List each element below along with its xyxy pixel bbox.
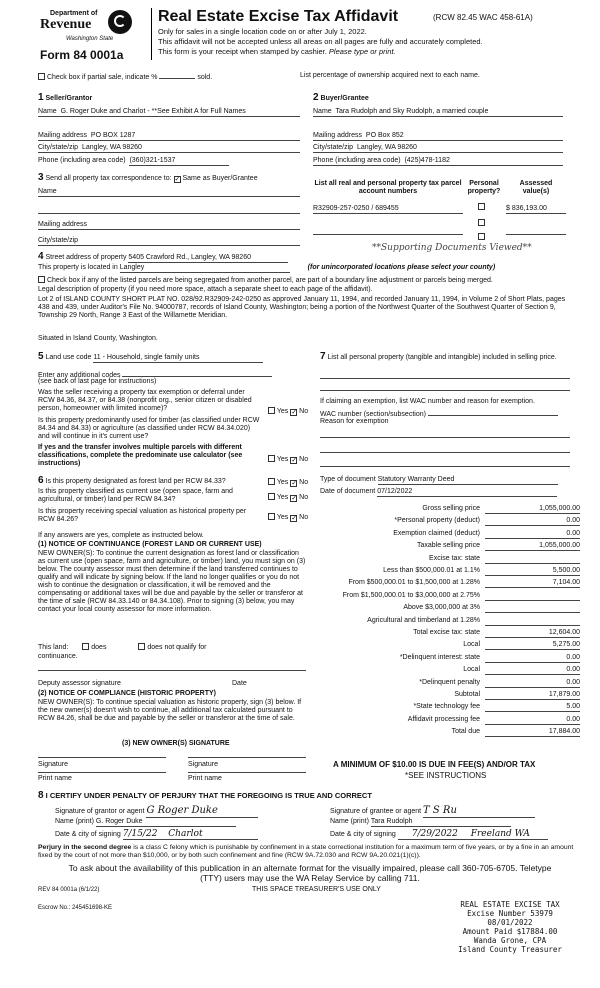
personal-property-line-2[interactable]	[320, 390, 570, 391]
grantor-name-row: Name (print) G. Roger Duke	[55, 818, 295, 827]
grantor-date-row: Date & city of signing 7/15/22 Charlot	[55, 829, 295, 840]
located-row: This property is located in Langley (for unincorporated locations please select your county)	[38, 264, 578, 273]
reason-label: Reason for exemption	[320, 418, 389, 425]
calc-row	[323, 567, 580, 578]
same-as-buyer-checkbox[interactable]	[174, 176, 181, 183]
partial-sale-percent-field[interactable]	[159, 71, 195, 79]
calc-value[interactable]	[485, 617, 580, 626]
tax-corr-name-field[interactable]: Name	[38, 188, 300, 197]
calc-value[interactable]: 12,604.00	[485, 629, 580, 638]
timber-yes-checkbox[interactable]	[268, 455, 275, 462]
calc-value[interactable]: 5.00	[485, 703, 580, 712]
buyer-name-value: Tara Rudolph and Sky Rudolph, a married couple	[335, 108, 489, 115]
calc-row	[323, 517, 580, 528]
wac-field[interactable]	[428, 408, 558, 416]
timber-no-checkbox[interactable]	[290, 457, 297, 464]
calc-value[interactable]: 5,500.00	[485, 567, 580, 576]
calc-row	[323, 555, 580, 566]
calc-label: From $1,500,000.01 to $3,000,000 at 2.75%	[342, 591, 480, 599]
treasurer-stamp: REAL ESTATE EXCISE TAX Excise Number 53979 08/01/2022 Amount Paid $17884.00 Wanda Grone, CPA Island County Treasurer	[458, 900, 562, 954]
alternate-format-notice: To ask about the availability of this publication in an alternate format for the visually impaired, please call 360-705-6705. Teletype (TTY) users may use the WA Relay Service by calling 711.	[68, 863, 552, 883]
calc-value[interactable]	[485, 555, 580, 564]
segregated-row: Check box if any of the listed parcels are being segregated from another parcel, are part of a boundary line adjustment or parcels being merged.	[38, 276, 578, 285]
grantor-date-city[interactable]	[123, 829, 258, 840]
land-use-code[interactable]: 11 - Household, single family units	[93, 354, 263, 363]
seller-city-field[interactable]: City/state/zip Langley, WA 98260	[38, 144, 300, 153]
parcel-header: List all real and personal property tax parcel account numbers	[314, 180, 462, 196]
grantor-signature[interactable]: G Roger Duke	[146, 805, 258, 818]
new-owner-print-label-2: Print name	[188, 775, 222, 782]
form-rcw: (RCW 82.45 WAC 458-61A)	[433, 13, 533, 22]
calc-row	[323, 716, 580, 727]
buyer-name-field[interactable]: Name Tara Rudolph and Sky Rudolph, a married couple	[313, 108, 563, 117]
calc-label: Total excise tax: state	[413, 629, 480, 636]
deputy-date-label: Date	[232, 680, 247, 687]
forest-question: 6 Is this property designated as forest land per RCW 84.33?	[38, 475, 226, 486]
additional-codes-note: (see back of last page for instructions)	[38, 378, 157, 385]
calc-row	[323, 691, 580, 702]
see-instructions: *SEE INSTRUCTIONS	[405, 771, 487, 780]
assessed-value-1[interactable]: $ 836,193.00	[506, 205, 566, 214]
calc-label: Total due	[451, 728, 480, 736]
form-number: Form 84 0001a	[40, 48, 124, 62]
located-note: (for unincorporated locations please select your county)	[307, 264, 496, 271]
seller-name-field[interactable]: Name G. Roger Duke and Charlot - **See Exhibit A for Full Names	[38, 108, 300, 117]
calc-row	[323, 505, 580, 516]
assessed-header: Assessed value(s)	[519, 180, 553, 196]
partial-sale-sold: sold.	[197, 74, 213, 81]
personal-property-label: 7 List all personal property (tangible and intangible) included in selling price.	[320, 351, 557, 362]
receipt-text: This form is your receipt when stamped by cashier.	[158, 47, 327, 56]
timber-yes-no: Yes ✓ No	[268, 455, 308, 464]
current-use-yes-checkbox[interactable]	[268, 493, 275, 500]
exemption-no-checkbox[interactable]	[290, 409, 297, 416]
calc-label: *Delinquent interest: state	[399, 653, 480, 661]
partial-sale-row	[38, 71, 212, 82]
new-owner-signature-heading: (3) NEW OWNER(S) SIGNATURE	[122, 740, 230, 747]
calc-row	[323, 679, 580, 690]
new-owner-sig-label-1: Signature	[38, 761, 68, 768]
logo-swirl-icon	[108, 10, 132, 34]
supporting-docs-stamp: **Supporting Documents Viewed**	[372, 243, 532, 253]
notice-continuance-heading: (1) NOTICE OF CONTINUANCE (FOREST LAND OR CURRENT USE)	[38, 541, 262, 548]
type-print-text: Please type or print.	[328, 47, 396, 56]
new-owner-print-line-1[interactable]	[38, 772, 166, 773]
calc-label: Excise tax: state	[429, 554, 480, 562]
buyer-phone-field[interactable]: Phone (including area code) (425)478-1182	[313, 157, 563, 166]
header-line-1: Only for sales in a single location code on or after July 1, 2022.	[158, 27, 367, 36]
certify-heading: 8 I CERTIFY UNDER PENALTY OF PERJURY THAT THE FOREGOING IS TRUE AND CORRECT	[38, 790, 372, 801]
wac-row: WAC number (section/subsection)	[320, 408, 570, 419]
new-owner-print-line-2[interactable]	[188, 772, 306, 773]
additional-codes-field[interactable]	[122, 369, 272, 377]
calc-label: Agricultural and timberland at 1.28%	[367, 616, 480, 624]
forest-no-checkbox[interactable]	[290, 480, 297, 487]
calc-label: Gross selling price	[422, 505, 480, 512]
deputy-signature-label: Deputy assessor signature	[38, 680, 121, 687]
personal-header: Personal property?	[467, 180, 501, 196]
buyer-mail-value: PO Box 852	[365, 132, 404, 139]
calc-value[interactable]: 0.00	[485, 716, 580, 725]
reason-line-3[interactable]	[320, 466, 570, 467]
grantor-date: 7/15/22	[122, 829, 158, 839]
situated-text: Situated in Island County, Washington.	[38, 335, 158, 342]
personal-checkbox-3[interactable]	[478, 233, 485, 240]
seller-mail-field[interactable]: Mailing address PO BOX 1287	[38, 132, 300, 141]
grantor-name[interactable]: G. Roger Duke	[96, 818, 236, 827]
seller-name-value: G. Roger Duke and Charlot - **See Exhibit A for Full Names	[60, 108, 246, 115]
timber-question: Is this property predominantly used for timber (as classified under RCW 84.34 and 84.33) or agriculture (as classified under RCW 84.34.020) and will continue in it's current use?	[38, 417, 260, 441]
this-land-row: This land: does does not qualify for	[38, 644, 207, 651]
historic-yes-no: Yes ✓ No	[268, 513, 308, 522]
historic-no-checkbox[interactable]	[290, 515, 297, 522]
calc-value[interactable]	[485, 592, 580, 601]
parcel-number-1[interactable]: R32909-257-0250 / 689455	[313, 205, 463, 214]
parcel-number-2[interactable]	[313, 226, 463, 235]
revenue-wordmark: Revenue	[40, 17, 92, 32]
legal-label: Legal description of property (if you need more space, attach a separate sheet to each page of the affidavit).	[38, 286, 373, 293]
calc-value[interactable]: 7,104.00	[485, 579, 580, 588]
calc-label: Exemption claimed (deduct)	[393, 529, 480, 537]
calc-row	[323, 641, 580, 652]
historic-question: Is this property receiving special valuation as historical property per RCW 84.26?	[38, 508, 247, 524]
deputy-signature-line[interactable]	[38, 670, 306, 671]
buyer-phone-value: (425)478-1182	[404, 157, 450, 164]
ownership-note: List percentage of ownership acquired next to each name.	[300, 72, 480, 79]
assessed-value-2[interactable]	[506, 226, 566, 235]
current-use-no-checkbox[interactable]	[290, 495, 297, 502]
forest-yes-no: Yes ✓ No	[268, 478, 308, 487]
new-owner-sig-line-1[interactable]	[38, 757, 166, 758]
escrow-number: Escrow No.: 245451698-KE	[38, 905, 113, 911]
grantee-signature-row: Signature of grantee or agent T S Ru	[330, 805, 570, 818]
segregated-checkbox[interactable]	[38, 276, 45, 283]
calc-row	[323, 728, 580, 739]
exemption-question: Was the seller receiving a property tax exemption or deferral under RCW 84.36, 84.37, or 84.38 (nonprofit org., senior citizen or disabled person, homeowner with limited income)?	[38, 389, 252, 413]
calc-value[interactable]: 5,275.00	[485, 641, 580, 650]
doc-date-value[interactable]: 07/12/2022	[377, 488, 557, 497]
calc-label: Taxable selling price	[416, 542, 480, 550]
calc-value[interactable]: 1,055,000.00	[485, 505, 580, 514]
buyer-mail-field[interactable]: Mailing address PO Box 852	[313, 132, 563, 141]
buyer-city-value: Langley, WA 98260	[356, 144, 417, 151]
land-does-checkbox[interactable]	[82, 643, 89, 650]
treasurer-use-label: THIS SPACE TREASURER'S USE ONLY	[252, 886, 381, 893]
grantor-city: Charlot	[168, 829, 203, 839]
calc-row	[323, 604, 580, 615]
section3-heading: 3 Send all property tax correspondence to: ✓ Same as Buyer/Grantee	[38, 172, 258, 184]
grantor-signature-row: Signature of grantor or agent G Roger Duke	[55, 805, 295, 818]
calc-value[interactable]: 0.00	[485, 679, 580, 688]
tax-corr-city-field[interactable]: City/state/zip	[38, 237, 300, 246]
exemption-yes-no: Yes ✓ No	[268, 407, 308, 416]
if-yes-note: If any answers are yes, complete as instructed below.	[38, 532, 204, 539]
calc-value[interactable]: 0.00	[485, 666, 580, 675]
seller-mail-value: PO BOX 1287	[90, 132, 136, 139]
new-owner-sig-line-2[interactable]	[188, 757, 306, 758]
grantee-signature[interactable]: T S Ru	[423, 805, 535, 818]
partial-sale-checkbox[interactable]	[38, 73, 45, 80]
calc-label: *Delinquent penalty	[419, 678, 480, 686]
minimum-due-note: A MINIMUM OF $10.00 IS DUE IN FEE(S) AND/OR TAX	[333, 760, 536, 769]
header-line-3	[158, 48, 396, 57]
calc-row	[323, 542, 580, 553]
buyer-city-field[interactable]: City/state/zip Langley, WA 98260	[313, 144, 563, 153]
doc-type-row: Type of document Statutory Warranty Deed	[320, 476, 570, 485]
calc-label: *Personal property (deduct)	[394, 517, 480, 525]
calc-row	[323, 666, 580, 677]
grantee-date: 7/29/2022	[411, 829, 458, 839]
calc-label: Less than $500,000.01 at 1.1%	[383, 567, 480, 574]
calc-row	[323, 629, 580, 640]
calc-label: Local	[463, 666, 480, 674]
new-owner-sig-label-2: Signature	[188, 761, 218, 768]
state-line: Washington State	[66, 36, 114, 42]
doc-type-value[interactable]: Statutory Warranty Deed	[378, 476, 558, 485]
reason-line-1[interactable]	[320, 437, 570, 438]
seller-heading: 1 Seller/Grantor	[38, 92, 93, 103]
form-title: Real Estate Excise Tax Affidavit	[158, 8, 399, 25]
seller-city-value: Langley, WA 98260	[81, 144, 142, 151]
additional-codes-row: Enter any additional codes	[38, 369, 300, 380]
exemption-yes-checkbox[interactable]	[268, 407, 275, 414]
grantee-name[interactable]: Tara Rudolph	[371, 818, 511, 827]
calc-row	[323, 617, 580, 628]
exemption-instruction: If claiming an exemption, list WAC number and reason for exemption.	[320, 398, 535, 405]
timber-multi-note: If yes and the transfer involves multiple parcels with different classifications, complete the predominate use calculator (see instructions)	[38, 444, 243, 468]
forest-yes-checkbox[interactable]	[268, 478, 275, 485]
calc-label: Subtotal	[454, 691, 480, 698]
personal-checkbox-2[interactable]	[478, 219, 485, 226]
personal-property-line-1[interactable]	[320, 378, 570, 379]
current-use-question: Is this property classified as current use (open space, farm and agricultural, or timber) land per RCW 84.34?	[38, 488, 233, 504]
calc-row	[323, 530, 580, 541]
grantee-name-row: Name (print) Tara Rudolph	[330, 818, 570, 827]
header-divider	[151, 8, 152, 60]
current-use-yes-no: Yes ✓ No	[268, 493, 308, 502]
legal-description: Lot 2 of ISLAND COUNTY SHORT PLAT NO. 028/92.R32909-242-0250 as approved January 11, 1994, and recorded January 11, 1994, in Volume 2 of Short Plats, pages 438 and 439, under Auditor's File No. 94000787, records of Island County, Washington; being a portion of the Northwest Quarter of the Southwest Quarter of Section 9, Township 29 North, Range 3 East of the Willamette Meridian.	[38, 296, 566, 320]
revision-label: REV 84 0001a (6/1/22)	[38, 887, 100, 893]
dept-line: Department of	[50, 10, 98, 17]
calc-value[interactable]: 17,884.00	[485, 728, 580, 737]
calc-row	[323, 592, 580, 603]
header-line-2: This affidavit will not be accepted unless all areas on all pages are fully and accurately completed.	[158, 37, 483, 46]
grantee-city: Freeland WA	[470, 829, 530, 839]
seller-phone-value[interactable]: (360)321-1537	[129, 157, 229, 166]
section4-address-row: 4 Street address of property 5405 Crawford Rd., Langley, WA 98260	[38, 251, 288, 263]
located-value[interactable]: Langley	[120, 264, 290, 273]
perjury-notice: Perjury in the second degree is a class C felony which is punishable by confinement in a state correctional institution for a maximum term of five years, or by a fine in an amount fixed by the court of not more than $10,000, or by both such confinement and fine (RCW 9A.72.030 and RCW 9A.20.021(1)(c)).	[38, 844, 574, 859]
historic-yes-checkbox[interactable]	[268, 513, 275, 520]
calc-value[interactable]: 0.00	[485, 517, 580, 526]
notice-compliance-body: NEW OWNER(S): To continue special valuation as historic property, sign (3) below. If the new owner(s) doesn't wish to continue, all additional tax calculated pursuant to RCW 84.26, shall be due and payable by the seller or transferor at the time of sale.	[38, 699, 302, 723]
tax-corr-mail-field[interactable]: Mailing address	[38, 221, 300, 230]
calc-row	[323, 579, 580, 590]
land-does-not-checkbox[interactable]	[138, 643, 145, 650]
calc-value[interactable]: 0.00	[485, 530, 580, 539]
calc-value[interactable]: 1,055,000.00	[485, 542, 580, 551]
calc-label: From $500,000.01 to $1,500,000 at 1.28%	[348, 579, 480, 587]
doc-date-row: Date of document 07/12/2022	[320, 488, 570, 497]
personal-checkbox-1[interactable]	[478, 203, 485, 210]
buyer-heading: 2 Buyer/Grantee	[313, 92, 369, 103]
notice-continuance-body: NEW OWNER(S): To continue the current designation as forest land or classification as current use (open space, farm and agriculture, or timber) land, you must sign on (3) below. The county assessor must then determine if the land transferred continues to qualify and will indicate by signing below. If the land no longer qualifies or you do not wish to continue the designation or classification, it will be removed and the compensating or additional taxes will be due and payable by the seller or transferor at the time of sale (RCW 84.33.140 or 84.34.108). Prior to signing (3) below, you may contact your local county assessor for more information.	[38, 550, 306, 614]
calc-row	[323, 654, 580, 665]
partial-sale-label: Check box if partial sale, indicate %	[46, 74, 158, 81]
land-use-row: 5 Land use code 11 - Household, single family units	[38, 351, 300, 363]
calc-label: Affidavit processing fee	[407, 715, 480, 723]
calc-value[interactable]: 0.00	[485, 654, 580, 663]
continuance-text: continuance.	[38, 653, 78, 660]
calc-row	[323, 703, 580, 714]
tax-corr-name-line2[interactable]	[38, 205, 300, 214]
notice-compliance-heading: (2) NOTICE OF COMPLIANCE (HISTORIC PROPERTY)	[38, 690, 216, 697]
calc-label: *State technology fee	[413, 703, 480, 711]
new-owner-print-label-1: Print name	[38, 775, 72, 782]
grantee-date-city[interactable]	[398, 829, 548, 840]
calc-label: Above $3,000,000 at 3%	[403, 604, 480, 612]
calc-value[interactable]	[485, 604, 580, 613]
reason-line-2[interactable]	[320, 452, 570, 453]
calc-label: Local	[463, 641, 480, 649]
property-address[interactable]: 5405 Crawford Rd., Langley, WA 98260	[128, 254, 288, 263]
revenue-logo	[38, 8, 148, 44]
grantee-date-row: Date & city of signing 7/29/2022 Freeland WA	[330, 829, 570, 840]
calc-value[interactable]: 17,879.00	[485, 691, 580, 700]
seller-phone-row: Phone (including area code) (360)321-1537	[38, 157, 300, 166]
